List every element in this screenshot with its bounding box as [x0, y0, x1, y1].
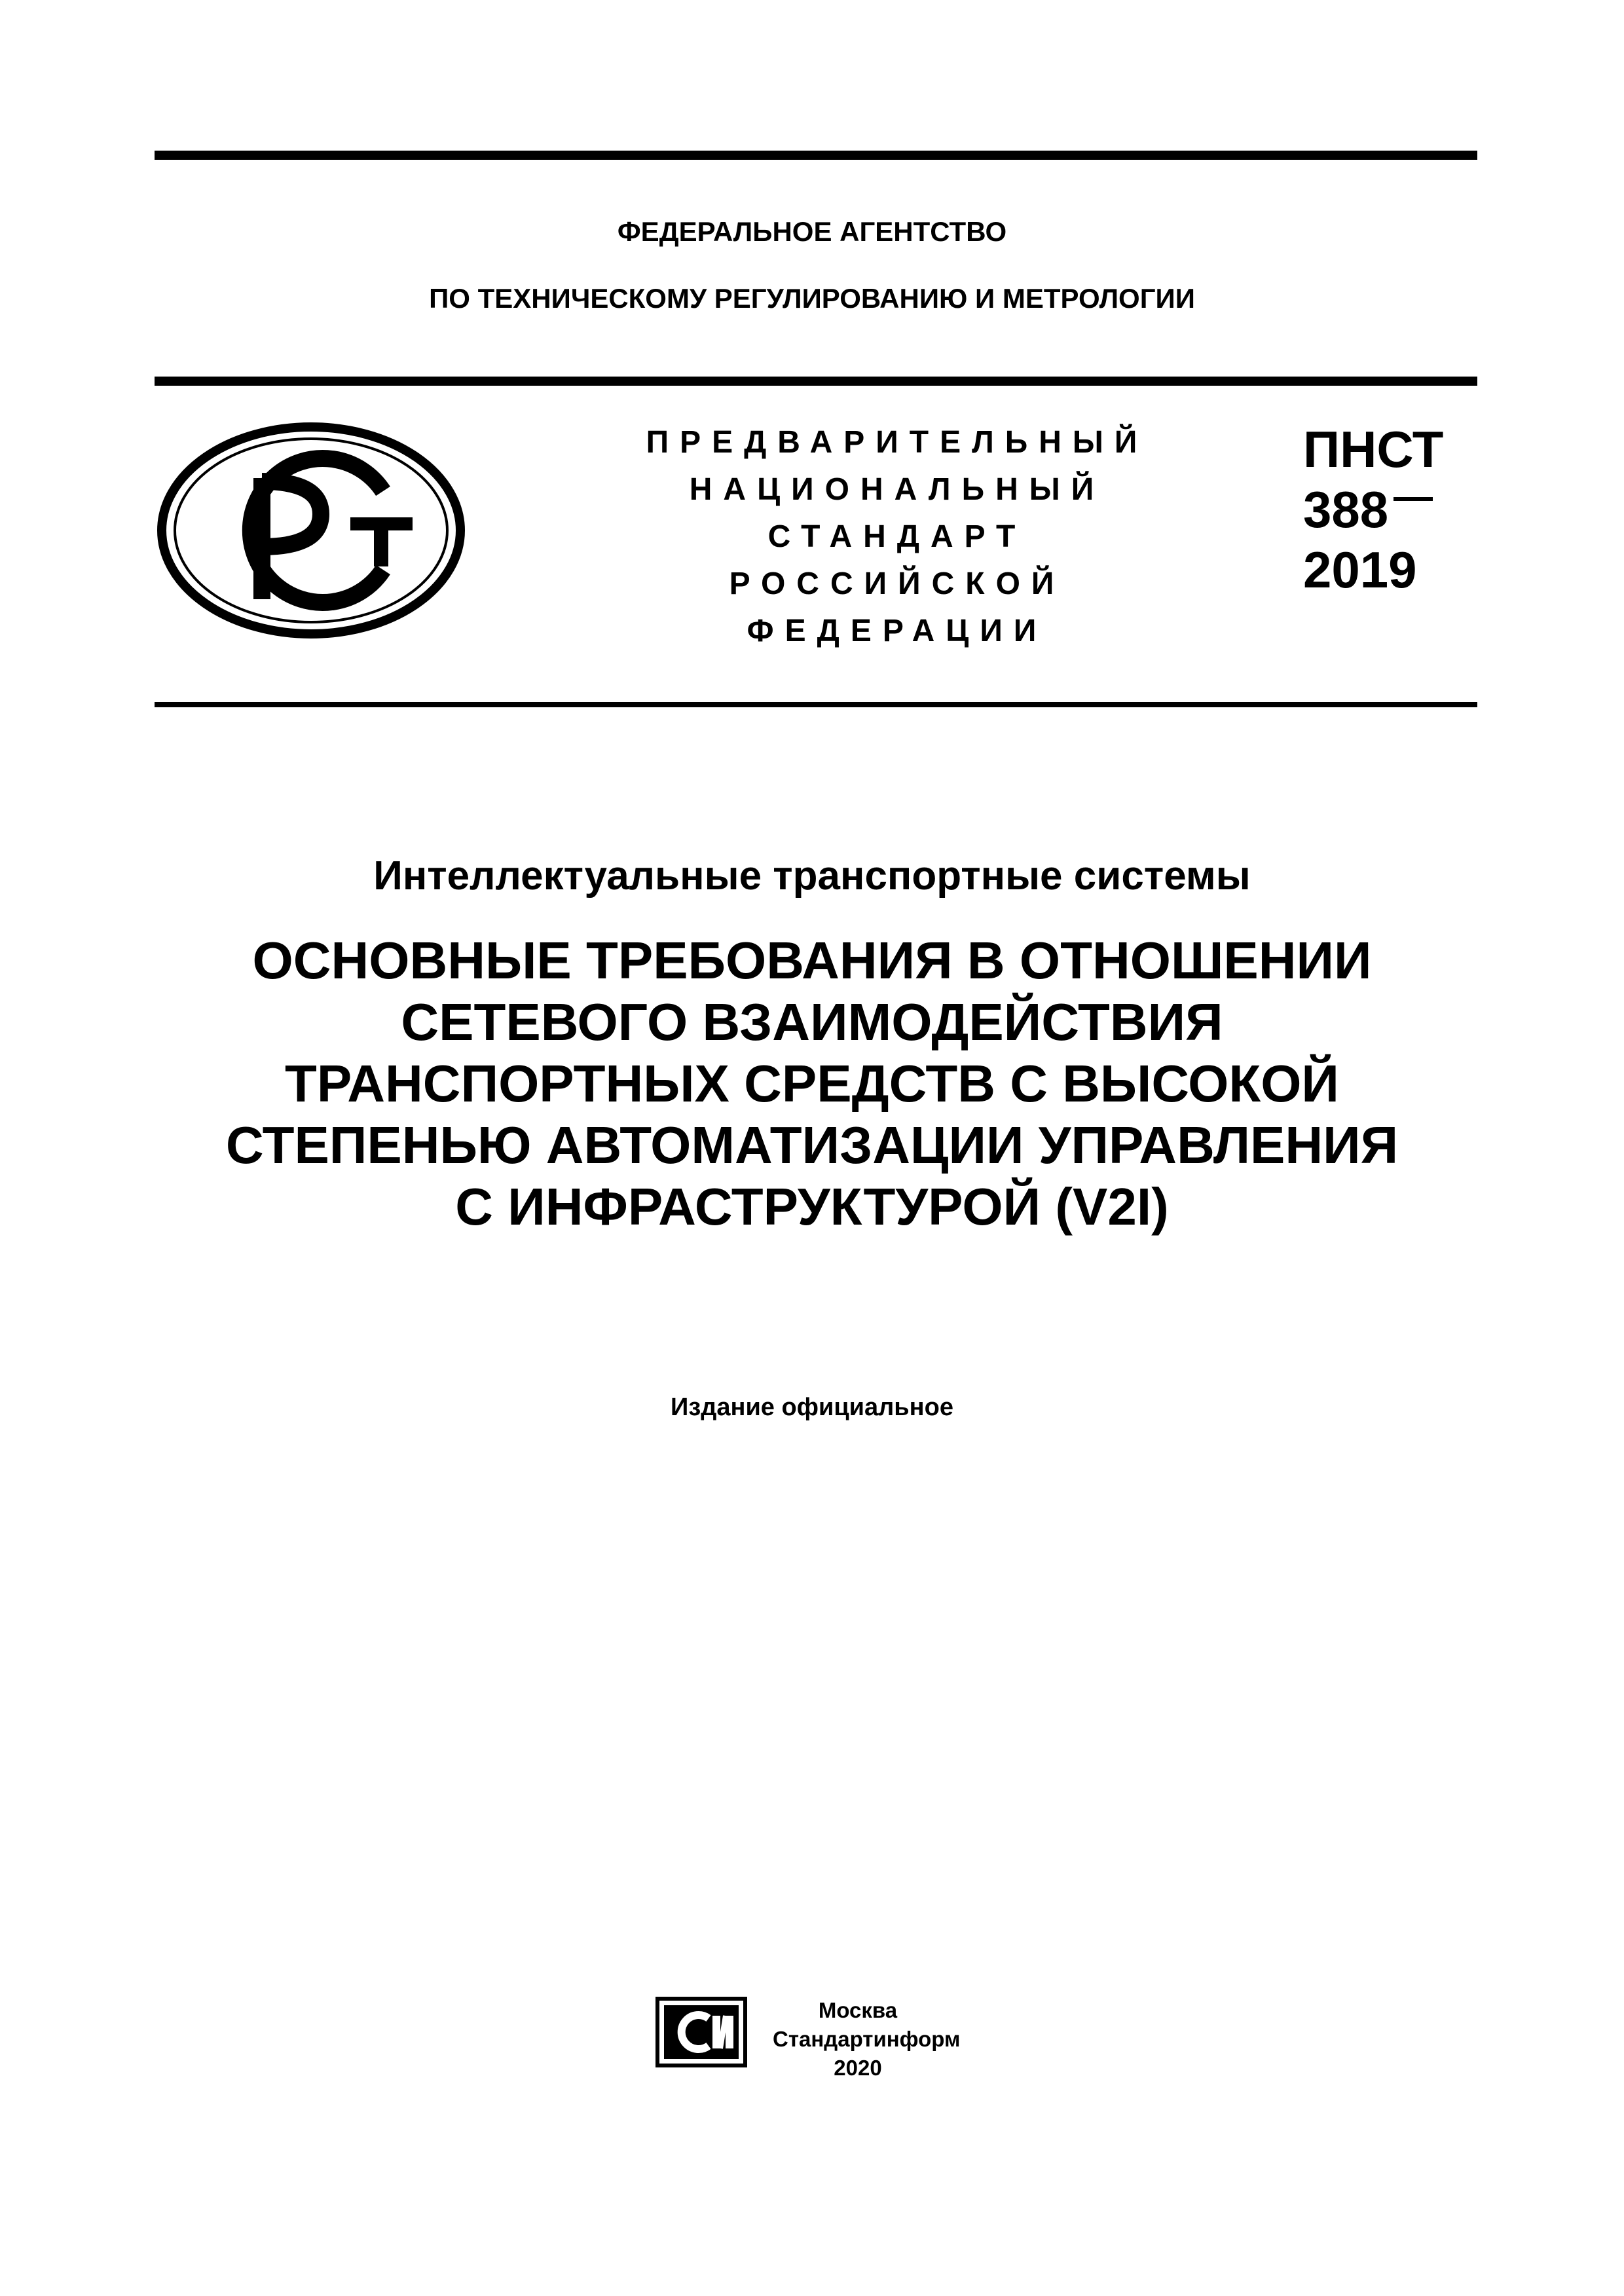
standard-number-line [1303, 479, 1443, 540]
header-rule [155, 377, 1477, 386]
document-subtitle: Интеллектуальные транспортные системы [373, 853, 1251, 898]
agency-line-1: ФЕДЕРАЛЬНОЕ АГЕНТСТВО [617, 216, 1007, 247]
agency-line-2: ПО ТЕХНИЧЕСКОМУ РЕГУЛИРОВАНИЮ И МЕТРОЛОГИИ [429, 283, 1195, 314]
publisher-year: 2020 [834, 2056, 882, 2080]
publisher-city: Москва [818, 1998, 898, 2022]
standard-type [589, 419, 1205, 655]
rst-emblem-icon [154, 419, 468, 642]
document-title-line: СЕТЕВОГО ВЗАИМОДЕЙСТВИЯ [401, 993, 1223, 1051]
standard-type-line: ФЕДЕРАЦИИ [747, 614, 1048, 648]
standard-code: ПНСТ [1303, 420, 1444, 478]
standard-type-line: НАЦИОНАЛЬНЫЙ [689, 472, 1105, 507]
top-rule [155, 151, 1477, 160]
standard-type-line: ПРЕДВАРИТЕЛЬНЫЙ [646, 425, 1149, 460]
document-title-line: С ИНФРАСТРУКТУРОЙ (V2I) [455, 1177, 1169, 1236]
standartinform-logo-icon [655, 1996, 748, 2068]
edition-label: Издание официальное [671, 1394, 953, 1421]
document-title-line: ТРАНСПОРТНЫХ СРЕДСТВ С ВЫСОКОЙ [285, 1054, 1339, 1113]
standard-type-line: СТАНДАРТ [767, 519, 1027, 554]
publisher-name: Стандартинформ [773, 2027, 961, 2051]
document-title-line: СТЕПЕНЬЮ АВТОМАТИЗАЦИИ УПРАВЛЕНИЯ [225, 1116, 1399, 1174]
publisher-info [773, 1996, 961, 2083]
standard-number-dash [1393, 497, 1433, 501]
document-title-line: ОСНОВНЫЕ ТРЕБОВАНИЯ В ОТНОШЕНИИ [252, 931, 1372, 990]
standard-number-value: 388 [1303, 481, 1389, 538]
standard-type-line: РОССИЙСКОЙ [729, 566, 1065, 601]
standard-rule [155, 702, 1477, 707]
standard-year: 2019 [1303, 541, 1417, 599]
standard-number [1303, 419, 1443, 600]
document-title [0, 930, 1624, 1238]
